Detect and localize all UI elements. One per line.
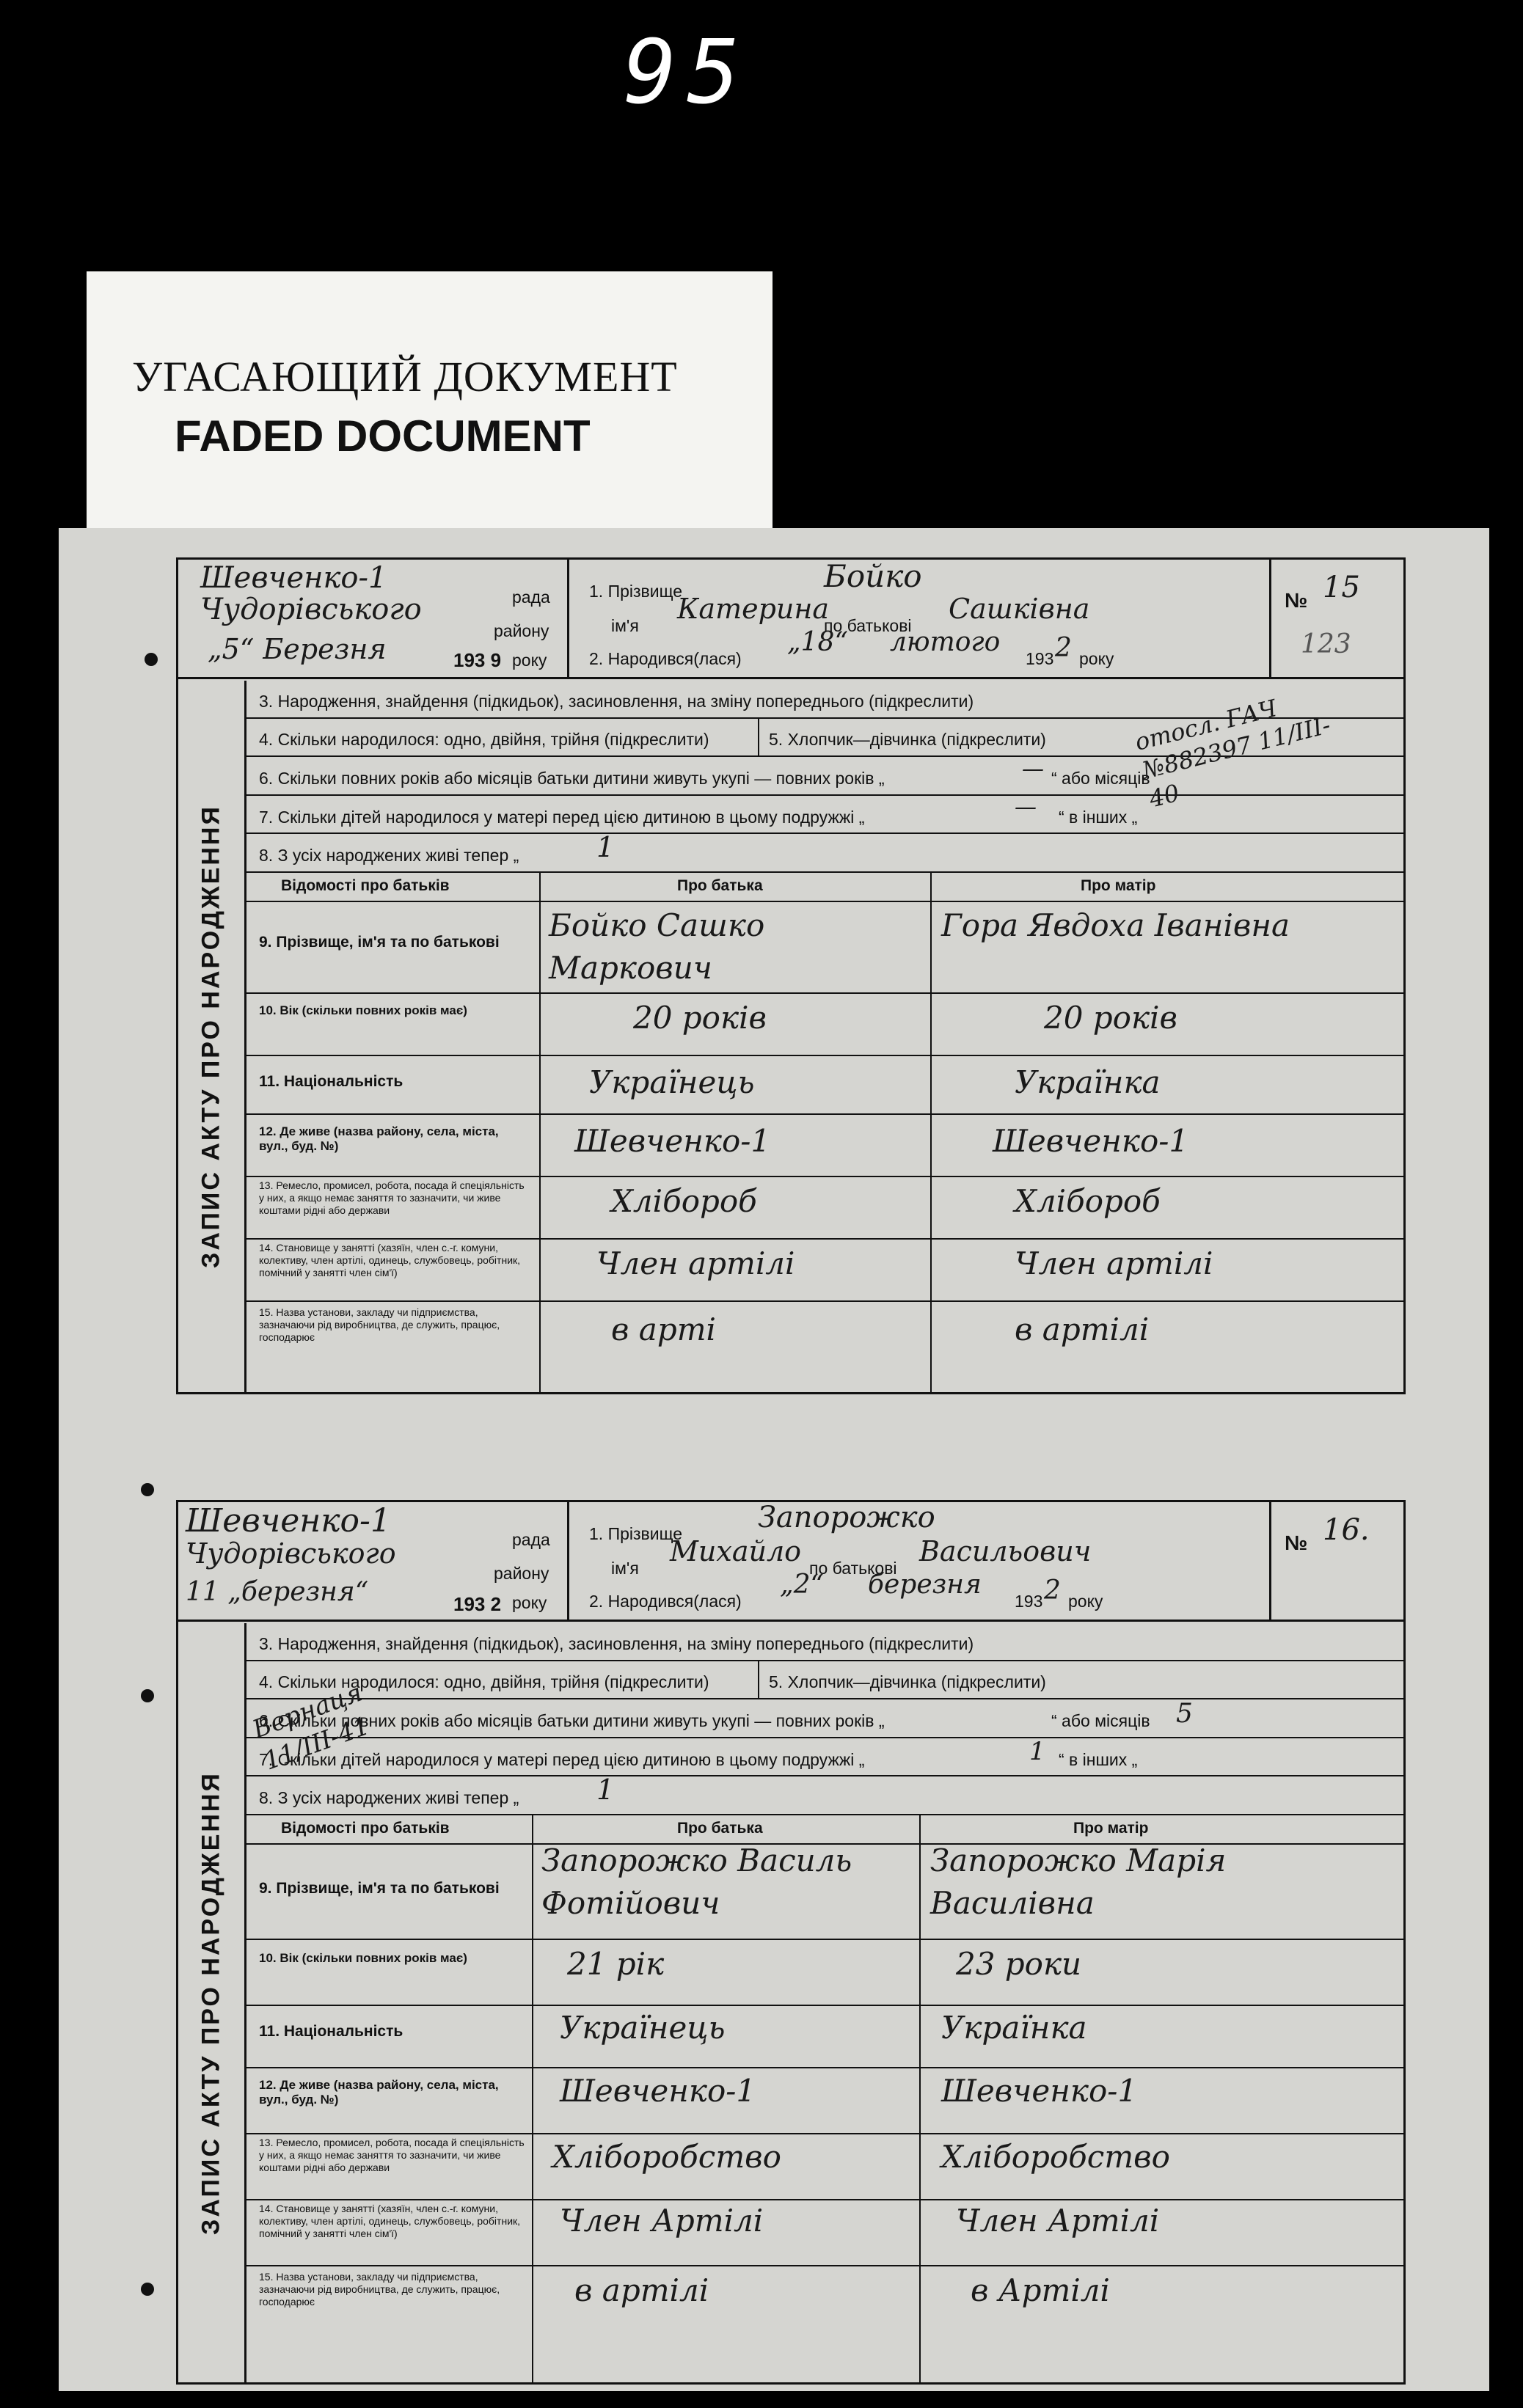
- margin-number: 123: [1301, 629, 1351, 659]
- row-9: 9. Прізвище, ім'я та по батькові: [259, 1880, 500, 1897]
- row-11: 11. Національність: [259, 2023, 403, 2040]
- father-age: 21 рік: [567, 1946, 665, 1982]
- row-6b: “ або місяців: [1051, 769, 1150, 788]
- mother-residence: Шевченко-1: [941, 2073, 1138, 2109]
- father-header: Про батька: [677, 1820, 763, 1837]
- roku2-label: року: [1068, 1592, 1103, 1611]
- mother-residence: Шевченко-1: [993, 1123, 1189, 1159]
- mother-workplace: в Артілі: [971, 2272, 1110, 2308]
- rada-value: Шевченко-1: [200, 561, 387, 595]
- row-14: 14. Становище у занятті (хазяїн, член с.-г. комуни, колективу, член артілі, одинець, службовець, робітник, помічний у занятті член сім'ї): [259, 2203, 521, 2239]
- raion-value: Чудорівського: [186, 1537, 396, 1570]
- row-3: 3. Народження, знайдення (підкидьок), засиновлення, на зміну попереднього (підкреслити): [259, 692, 974, 711]
- row-6: 6. Скільки повних років або місяців батьки дитини живуть укупі — повних років „: [259, 769, 885, 788]
- row-7: 7. Скільки дітей народилося у матері перед цією дитиною в цьому подружжі „: [259, 1750, 865, 1769]
- label-en: FADED DOCUMENT: [175, 411, 591, 461]
- row-8: 8. З усіх народжених живі тепер „: [259, 1788, 519, 1807]
- father-residence: Шевченко-1: [574, 1123, 771, 1159]
- mother-occupation: Хліборобство: [941, 2139, 1170, 2175]
- row-10: 10. Вік (скільки повних років має): [259, 1951, 467, 1965]
- mother-age: 23 роки: [956, 1946, 1082, 1982]
- margin-note: Вернаця 11/III-41: [249, 1677, 374, 1776]
- birth-year-digit: 2: [1044, 1576, 1061, 1606]
- row-14: 14. Становище у занятті (хазяїн, член с.-г. комуни, колективу, член артілі, одинець, службовець, робітник, помічний у занятті член сім'ї): [259, 1242, 521, 1278]
- row-7b: “ в інших „: [1059, 808, 1138, 827]
- row-15: 15. Назва установи, закладу чи підприємства, зазначаючи рід виробництва, де служить, працює, господарює: [259, 1306, 500, 1343]
- r8-value: 1: [596, 1774, 615, 1806]
- surname-value: Запорожко: [758, 1501, 935, 1534]
- patronymic-value: Сашківна: [949, 593, 1090, 625]
- patronymic-label: по батькові: [809, 1559, 897, 1578]
- row-10: 10. Вік (скільки повних років має): [259, 1003, 467, 1017]
- rada-label: рада: [512, 1530, 550, 1549]
- row-11: 11. Національність: [259, 1073, 403, 1090]
- patronymic-value: Васильович: [919, 1535, 1092, 1567]
- reg-year: 193 2: [453, 1593, 502, 1615]
- born-label: 2. Народився(лася): [589, 649, 742, 668]
- label-ru: УГАСАЮЩИЙ ДОКУМЕНТ: [132, 353, 678, 400]
- record-sheet: [59, 528, 1489, 2391]
- r6-months: 5: [1176, 1699, 1193, 1729]
- row-5: 5. Хлопчик—дівчинка (підкреслити): [769, 730, 1046, 749]
- father-age: 20 років: [633, 1000, 767, 1036]
- mother-name: Запорожко Марія Василівна: [930, 1842, 1227, 1921]
- row-12: 12. Де живе (назва району, села, міста, вул., буд. №): [259, 1124, 499, 1153]
- born-label: 2. Народився(лася): [589, 1592, 742, 1611]
- reg-date: 11 „березня“: [186, 1577, 369, 1607]
- mother-nationality: Українка: [1015, 1064, 1161, 1100]
- number-label: №: [1285, 589, 1308, 612]
- row-9: 9. Прізвище, ім'я та по батькові: [259, 934, 500, 951]
- father-position: Член Артілі: [560, 2203, 764, 2239]
- row-4: 4. Скільки народилося: одно, двійня, трійня (підкреслити): [259, 1672, 709, 1691]
- mother-age: 20 років: [1044, 1000, 1177, 1036]
- father-position: Член артілі: [596, 1245, 795, 1281]
- row-7b: “ в інших „: [1059, 1750, 1138, 1769]
- mother-position: Член Артілі: [956, 2203, 1160, 2239]
- row-15: 15. Назва установи, закладу чи підприємства, зазначаючи рід виробництва, де служить, працює, господарює: [259, 2271, 500, 2308]
- roku-label: року: [512, 1593, 547, 1612]
- r6-years: —: [1022, 756, 1044, 782]
- sheet-number: 95: [624, 22, 750, 124]
- row-13: 13. Ремесло, промисел, робота, посада й спеціяльність у них, а якщо немає заняття то зазначити, чи живе коштами рідні або держави: [259, 2137, 525, 2173]
- name-label: ім'я: [611, 616, 639, 635]
- row-5: 5. Хлопчик—дівчинка (підкреслити): [769, 1672, 1046, 1691]
- side-title: ЗАПИС АКТУ ПРО НАРОДЖЕННЯ: [178, 681, 246, 1392]
- r7-value: 1: [1029, 1737, 1045, 1766]
- reg-year: 193 9: [453, 649, 502, 671]
- birth-year-print: 193: [1026, 649, 1054, 668]
- father-workplace: в артілі: [574, 2272, 709, 2308]
- birth-day: „18“: [787, 627, 848, 657]
- surname-label: 1. Прізвище: [589, 1524, 683, 1543]
- row-13: 13. Ремесло, промисел, робота, посада й спеціяльність у них, а якщо немає заняття то зазначити, чи живе коштами рідні або держави: [259, 1179, 525, 1216]
- parents-header: Відомості про батьків: [281, 1820, 450, 1837]
- mother-name: Гора Явдоха Іванівна: [941, 907, 1290, 943]
- father-header: Про батька: [677, 877, 763, 894]
- father-occupation: Хліборобство: [552, 2139, 781, 2175]
- rada-value: Шевченко-1: [186, 1502, 391, 1540]
- father-name: Запорожко Василь Фотійович: [541, 1842, 852, 1921]
- birth-record-2: [176, 1500, 1406, 2385]
- mother-workplace: в артілі: [1015, 1311, 1150, 1347]
- birth-day: „2“: [780, 1570, 824, 1600]
- raion-label: району: [494, 1564, 549, 1583]
- row-12: 12. Де живе (назва району, села, міста, вул., буд. №): [259, 2078, 499, 2107]
- row-4: 4. Скільки народилося: одно, двійня, трійня (підкреслити): [259, 730, 709, 749]
- mother-nationality: Українка: [941, 2010, 1087, 2046]
- punch-hole: [141, 2283, 154, 2296]
- row-3: 3. Народження, знайдення (підкидьок), засиновлення, на зміну попереднього (підкреслити): [259, 1634, 974, 1653]
- birth-year-digit: 2: [1055, 633, 1072, 663]
- birth-month: лютого: [890, 627, 1001, 657]
- side-title: ЗАПИС АКТУ ПРО НАРОДЖЕННЯ: [178, 1623, 246, 2382]
- raion-value: Чудорівського: [200, 593, 422, 626]
- mother-position: Член артілі: [1015, 1245, 1213, 1281]
- rada-label: рада: [512, 588, 550, 607]
- father-name: Бойко Сашко Маркович: [549, 907, 765, 986]
- father-nationality: Українець: [560, 2010, 726, 2046]
- faded-document-label: [87, 271, 773, 539]
- row-6: 6. Скільки повних років або місяців батьки дитини живуть укупі — повних років „: [259, 1711, 885, 1730]
- punch-hole: [145, 653, 158, 666]
- r8-value: 1: [596, 831, 615, 863]
- parents-header: Відомості про батьків: [281, 877, 450, 894]
- record-number: 15: [1323, 571, 1360, 604]
- mother-header: Про матір: [1073, 1820, 1149, 1837]
- reg-date: „5“ Березня: [208, 633, 387, 665]
- mother-header: Про матір: [1081, 877, 1156, 894]
- record-header: [178, 1502, 1403, 1622]
- roku2-label: року: [1079, 649, 1114, 668]
- row-7: 7. Скільки дітей народилося у матері перед цією дитиною в цьому подружжі „: [259, 808, 865, 827]
- father-nationality: Українець: [589, 1064, 755, 1100]
- name-value: Катерина: [677, 593, 830, 625]
- father-residence: Шевченко-1: [560, 2073, 756, 2109]
- row-6b: “ або місяців: [1051, 1711, 1150, 1730]
- birth-year-print: 193: [1015, 1592, 1043, 1611]
- father-occupation: Хлібороб: [611, 1183, 757, 1219]
- surname-label: 1. Прізвище: [589, 582, 683, 601]
- punch-hole: [141, 1689, 154, 1702]
- roku-label: року: [512, 651, 547, 670]
- father-workplace: в арті: [611, 1311, 716, 1347]
- r7-value: —: [1015, 794, 1037, 820]
- surname-value: Бойко: [824, 558, 922, 594]
- record-header: [178, 560, 1403, 679]
- birth-month: березня: [868, 1570, 982, 1600]
- patronymic-label: по батькові: [824, 616, 912, 635]
- name-value: Михайло: [670, 1535, 802, 1567]
- mother-occupation: Хлібороб: [1015, 1183, 1161, 1219]
- birth-record-1: [176, 557, 1406, 1394]
- record-number: 16.: [1323, 1513, 1370, 1547]
- punch-hole: [141, 1483, 154, 1496]
- name-label: ім'я: [611, 1559, 639, 1578]
- number-label: №: [1285, 1531, 1308, 1554]
- raion-label: району: [494, 621, 549, 640]
- row-8: 8. З усіх народжених живі тепер „: [259, 846, 519, 865]
- margin-note: отосл. ГАЧ №882397 11/III-40: [1132, 694, 1334, 813]
